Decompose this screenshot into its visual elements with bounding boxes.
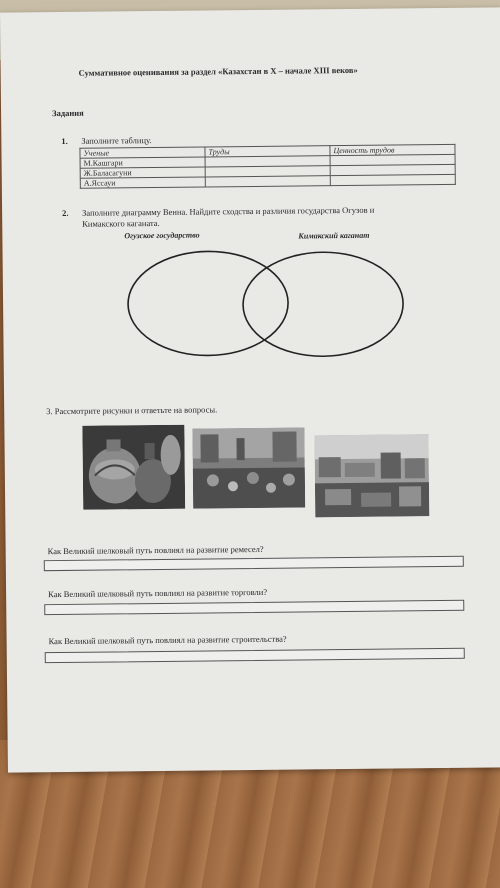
table-cell-works[interactable]	[205, 176, 330, 187]
table-header-value: Ценность трудов	[330, 144, 455, 155]
tasks-heading: Задания	[52, 107, 84, 119]
pottery-photo	[82, 425, 185, 510]
table-cell-value[interactable]	[330, 174, 455, 185]
bazaar-painting	[192, 427, 305, 508]
venn-circle-kimak[interactable]	[243, 251, 404, 357]
venn-diagram	[122, 243, 413, 366]
city-ruins-photo	[314, 434, 429, 517]
task3-text: 3. Рассмотрите рисунки и ответьте на вопросы.	[46, 404, 218, 417]
scholars-table	[79, 144, 455, 189]
venn-label-kimak: Кимакский каганат	[298, 230, 370, 241]
answer-field-crafts[interactable]	[44, 556, 464, 571]
task2-text-line1: Заполните диаграмму Венна. Найдите сходства и различия государства Огузов и	[82, 204, 375, 218]
answer-field-construction[interactable]	[45, 648, 465, 663]
worksheet-paper	[0, 7, 500, 772]
worksheet-title: Суммативное оценивания за раздел «Казахстан в X – начале XIII веков»	[78, 64, 358, 78]
table-header-scholars: Ученые	[80, 147, 205, 158]
table-cell-scholar: Ж.Баласагуни	[80, 167, 205, 178]
table-cell-scholar: А.Яссауи	[80, 177, 205, 188]
venn-label-oguz: Огузское государство	[124, 230, 200, 241]
answer-field-trade[interactable]	[44, 600, 464, 615]
question-crafts: Как Великий шелковый путь повлиял на развитие ремесел?	[47, 543, 264, 557]
question-trade: Как Великий шелковый путь повлиял на развитие торговли?	[48, 586, 268, 600]
task1-number: 1.	[61, 135, 68, 146]
task2-number: 2.	[62, 207, 69, 218]
question-construction: Как Великий шелковый путь повлиял на развитие строительства?	[48, 633, 287, 647]
task1-text: Заполните таблицу.	[81, 135, 152, 146]
table-header-works: Труды	[205, 146, 330, 157]
task2-text-line2: Кимакского каганата.	[82, 217, 160, 229]
table-cell-scholar: М.Кашгари	[80, 157, 205, 168]
